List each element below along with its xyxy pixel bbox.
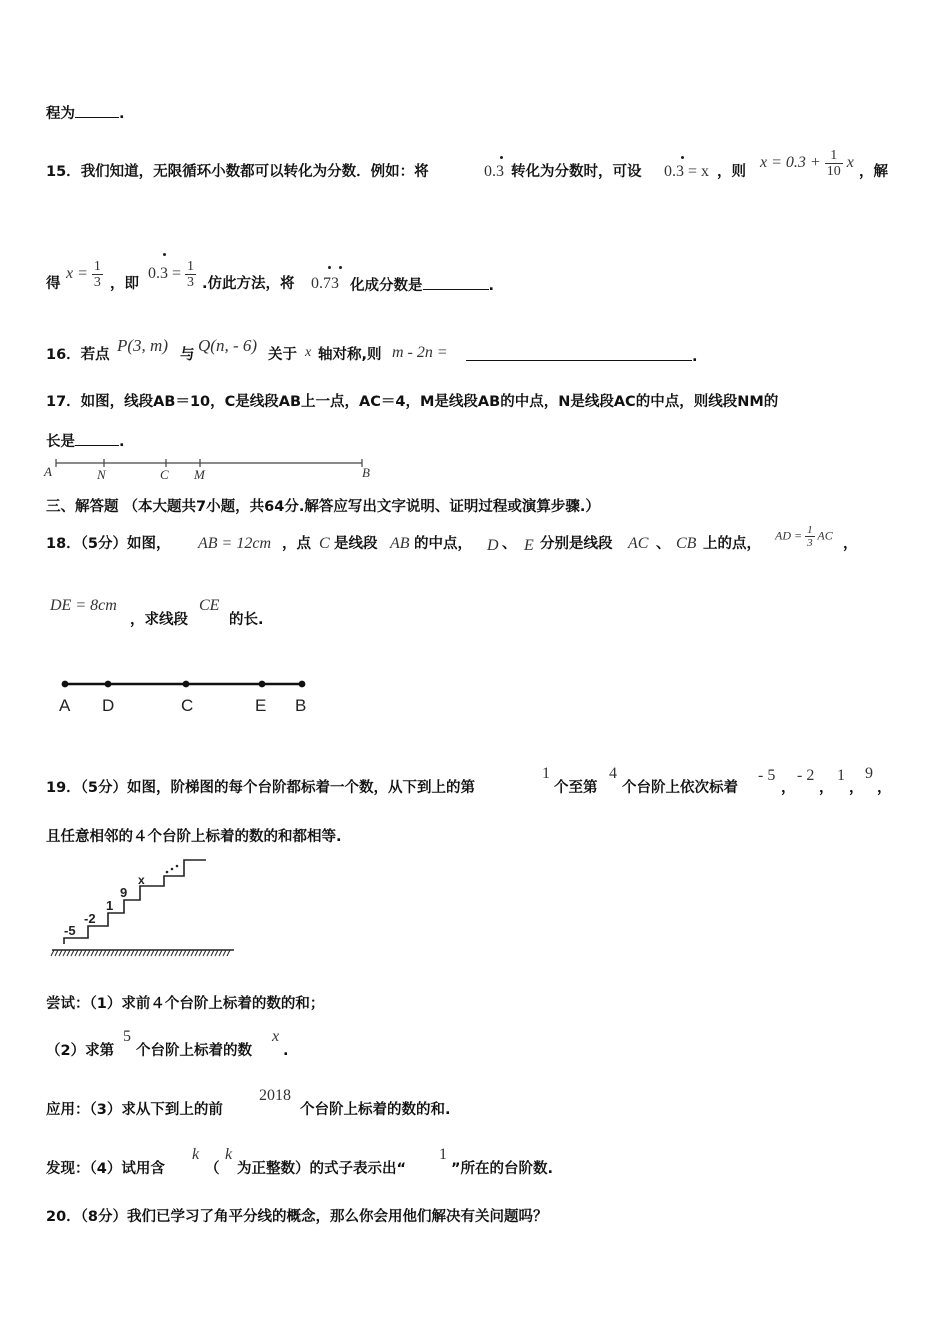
q20: 20．（8分）我们已学习了角平分线的概念，那么你会用他们解决有关问题吗？ bbox=[46, 1209, 548, 1225]
label-b: B bbox=[295, 696, 307, 715]
ground-hatch bbox=[215, 950, 218, 956]
repeat-dot bbox=[339, 266, 342, 269]
q16-p: P(3, m) bbox=[117, 336, 168, 355]
q15-dec: 0.3 bbox=[484, 163, 504, 180]
q19-v2: - 2 bbox=[797, 767, 815, 784]
ground-hatch bbox=[147, 950, 150, 956]
label-m: M bbox=[194, 467, 205, 482]
q19-p4d: ”所在的台阶数. bbox=[451, 1161, 554, 1177]
q16-expr: m - 2n = bbox=[392, 344, 448, 361]
stair-label-2: -2 bbox=[84, 911, 96, 926]
ground-hatch bbox=[83, 950, 86, 956]
q19-p2n: 5 bbox=[123, 1028, 131, 1045]
label-b: B bbox=[362, 465, 370, 480]
stair-label-1: -5 bbox=[64, 923, 76, 938]
q18-t5: 上的点， bbox=[703, 536, 761, 552]
q16-x: x bbox=[305, 345, 312, 360]
ground-hatch bbox=[199, 950, 202, 956]
q16-answer: . bbox=[466, 345, 698, 367]
q18-ce: CE bbox=[199, 597, 220, 614]
q15-t4: ，解 bbox=[859, 164, 888, 180]
ground-hatch bbox=[131, 950, 134, 956]
q19-p4k2: k bbox=[225, 1146, 233, 1163]
q15-eq1: 0.3 = x bbox=[664, 163, 710, 180]
ground-hatch bbox=[111, 950, 114, 956]
repeat-dot bbox=[328, 266, 331, 269]
ground-hatch bbox=[207, 950, 210, 956]
ground-hatch bbox=[183, 950, 186, 956]
ground-hatch bbox=[51, 950, 54, 956]
q18-t3: 的中点， bbox=[414, 536, 472, 552]
label-c: C bbox=[160, 467, 169, 482]
q15-eq3: x = $\frac{1}{3}$ bbox=[66, 259, 101, 290]
ground-hatch bbox=[99, 950, 102, 956]
q17-line1: 17．如图，线段AB＝10，C是线段AB上一点，AC＝4，M是线段AB的中点，N是线段AC的中点，则线段NM的 bbox=[46, 394, 779, 410]
label-n: N bbox=[97, 467, 106, 482]
q15-eq4: 0.3 = $\frac{1}{3}$ bbox=[148, 259, 195, 290]
ground-hatch bbox=[211, 950, 214, 956]
stair-label-4: 9 bbox=[120, 885, 128, 900]
q15-de: 得 bbox=[46, 276, 61, 292]
q18-t6: ，求线段 bbox=[130, 612, 188, 628]
q19-try: 尝试：（1）求前４个台阶上标着的数的和； bbox=[46, 996, 325, 1012]
ground-hatch bbox=[179, 950, 182, 956]
q19-p3b: 个台阶上标着的数的和. bbox=[300, 1102, 451, 1118]
label-a: A bbox=[59, 696, 71, 715]
q18-ac: AC bbox=[628, 535, 649, 552]
q18-t7: 的长. bbox=[229, 612, 264, 628]
q19-p3n: 2018 bbox=[259, 1087, 291, 1104]
q19-p4one: 1 bbox=[439, 1146, 447, 1163]
label-d: D bbox=[102, 696, 115, 715]
ground-hatch bbox=[223, 950, 226, 956]
repeat-dot bbox=[500, 156, 503, 159]
q19-sep1: ， bbox=[781, 780, 796, 796]
ground-hatch bbox=[219, 950, 222, 956]
q16-t1: 关于 bbox=[268, 347, 297, 363]
ground-hatch bbox=[187, 950, 190, 956]
q17-segment-figure bbox=[44, 456, 384, 482]
ground-hatch bbox=[167, 950, 170, 956]
q19-p2x: x bbox=[272, 1028, 280, 1045]
q18-segment-figure bbox=[55, 672, 315, 716]
q15-line1: 15．我们知道，无限循环小数都可以转化为分数．例如：将 bbox=[46, 164, 429, 180]
q15-t2: 转化为分数时，可设 bbox=[511, 164, 642, 180]
q18-e: E bbox=[524, 537, 534, 554]
q15-t5: ，即 bbox=[110, 276, 139, 292]
q18-ab2: AB bbox=[390, 535, 410, 552]
label-e: E bbox=[255, 696, 267, 715]
q19-n4: 4 bbox=[609, 765, 617, 782]
q18-ab: AB = 12cm bbox=[198, 535, 271, 552]
q19-p4c: 为正整数）的式子表示出“ bbox=[237, 1161, 407, 1177]
ground-hatch bbox=[87, 950, 90, 956]
q18-t4: 分别是线段 bbox=[540, 536, 613, 552]
ground-hatch bbox=[91, 950, 94, 956]
q19-p2b: 个台阶上标着的数 bbox=[136, 1043, 252, 1059]
ground-hatch bbox=[191, 950, 194, 956]
ground-hatch bbox=[127, 950, 130, 956]
q15-t7: 化成分数是 . bbox=[350, 274, 494, 296]
ground-hatch bbox=[151, 950, 154, 956]
ground-hatch bbox=[67, 950, 70, 956]
ground-hatch bbox=[55, 950, 58, 956]
label-a: A bbox=[44, 464, 52, 479]
ground-hatch bbox=[203, 950, 206, 956]
ground-hatch bbox=[175, 950, 178, 956]
ground-hatch bbox=[195, 950, 198, 956]
answer-blank bbox=[423, 274, 489, 290]
q16-yu: 与 bbox=[180, 347, 195, 363]
q18-ad: AD = $\frac{1}{3}$ AC bbox=[775, 524, 833, 549]
q19-p2end: . bbox=[283, 1043, 289, 1059]
q14-tail: 程为 . bbox=[46, 102, 125, 124]
repeat-dot bbox=[681, 156, 684, 159]
q19-p4a: 发现：（4）试用含 bbox=[46, 1161, 165, 1177]
q18-d: D bbox=[487, 537, 499, 554]
ground-hatch bbox=[163, 950, 166, 956]
q18-de: DE = 8cm bbox=[50, 597, 117, 614]
ground-hatch bbox=[103, 950, 106, 956]
q19-sep3: ， bbox=[849, 780, 864, 796]
q19-num: 19．（5分）如图，阶梯图的每个台阶都标着一个数，从下到上的第 bbox=[46, 780, 476, 796]
q18-t1: ，点 bbox=[282, 536, 311, 552]
ground-hatch bbox=[155, 950, 158, 956]
q15-eq2: x = 0.3 + $\frac{1}{10}$ x bbox=[760, 148, 854, 179]
q18-t2: 是线段 bbox=[334, 536, 378, 552]
answer-blank bbox=[466, 345, 692, 361]
q15-t6: .仿此方法，将 bbox=[202, 276, 295, 292]
ground-hatch bbox=[75, 950, 78, 956]
q19-line2: 且任意相邻的４个台阶上标着的数的和都相等. bbox=[46, 829, 342, 845]
q15-t3: ，则 bbox=[717, 164, 746, 180]
q19-v1: - 5 bbox=[758, 767, 776, 784]
q16-num: 16．若点 bbox=[46, 347, 110, 363]
q18-sep2: 、 bbox=[656, 536, 671, 552]
ground-hatch bbox=[171, 950, 174, 956]
q19-sep2: ， bbox=[819, 780, 834, 796]
q18-comma: ， bbox=[843, 536, 858, 552]
q19-v4: 9 bbox=[865, 765, 873, 782]
ground-hatch bbox=[159, 950, 162, 956]
q16-t2: 轴对称,则 bbox=[318, 347, 382, 363]
ground-hatch bbox=[123, 950, 126, 956]
q19-t1: 个至第 bbox=[554, 780, 598, 796]
stair-label-3: 1 bbox=[106, 898, 114, 913]
q19-t2: 个台阶上依次标着 bbox=[622, 780, 738, 796]
answer-blank bbox=[75, 430, 119, 446]
q18-num: 18．（5分）如图， bbox=[46, 536, 171, 552]
stair-label-5: x bbox=[138, 873, 145, 887]
q18-c: C bbox=[319, 535, 330, 552]
q18-cb: CB bbox=[676, 535, 697, 552]
q16-q: Q(n, - 6) bbox=[198, 336, 258, 355]
q19-p4k: k bbox=[192, 1146, 200, 1163]
ground-hatch bbox=[143, 950, 146, 956]
ground-hatch bbox=[135, 950, 138, 956]
repeat-dot bbox=[163, 253, 166, 256]
answer-blank bbox=[75, 102, 119, 118]
q17-line2: 长是 . bbox=[46, 430, 125, 452]
ground-hatch bbox=[115, 950, 118, 956]
ground-hatch bbox=[63, 950, 66, 956]
q19-v3: 1 bbox=[837, 767, 845, 784]
q19-p4b: （ bbox=[205, 1161, 220, 1177]
q18-sep: 、 bbox=[502, 536, 517, 552]
q19-p3a: 应用：（3）求从下到上的前 bbox=[46, 1102, 223, 1118]
ground-hatch bbox=[139, 950, 142, 956]
q19-staircase-figure bbox=[50, 855, 240, 963]
section-heading: 三、解答题 （本大题共7小题，共64分.解答应写出文字说明、证明过程或演算步骤.） bbox=[46, 499, 600, 515]
q19-sep4: ， bbox=[877, 780, 892, 796]
q15-dec2: 0.73 bbox=[311, 275, 339, 292]
ground-hatch bbox=[107, 950, 110, 956]
ground-hatch bbox=[71, 950, 74, 956]
ground-hatch bbox=[227, 950, 230, 956]
ground-hatch bbox=[59, 950, 62, 956]
ground-hatch bbox=[95, 950, 98, 956]
ground-hatch bbox=[119, 950, 122, 956]
q19-p2a: （2）求第 bbox=[46, 1043, 115, 1059]
ground-hatch bbox=[79, 950, 82, 956]
q19-n1: 1 bbox=[542, 765, 550, 782]
label-c: C bbox=[181, 696, 194, 715]
